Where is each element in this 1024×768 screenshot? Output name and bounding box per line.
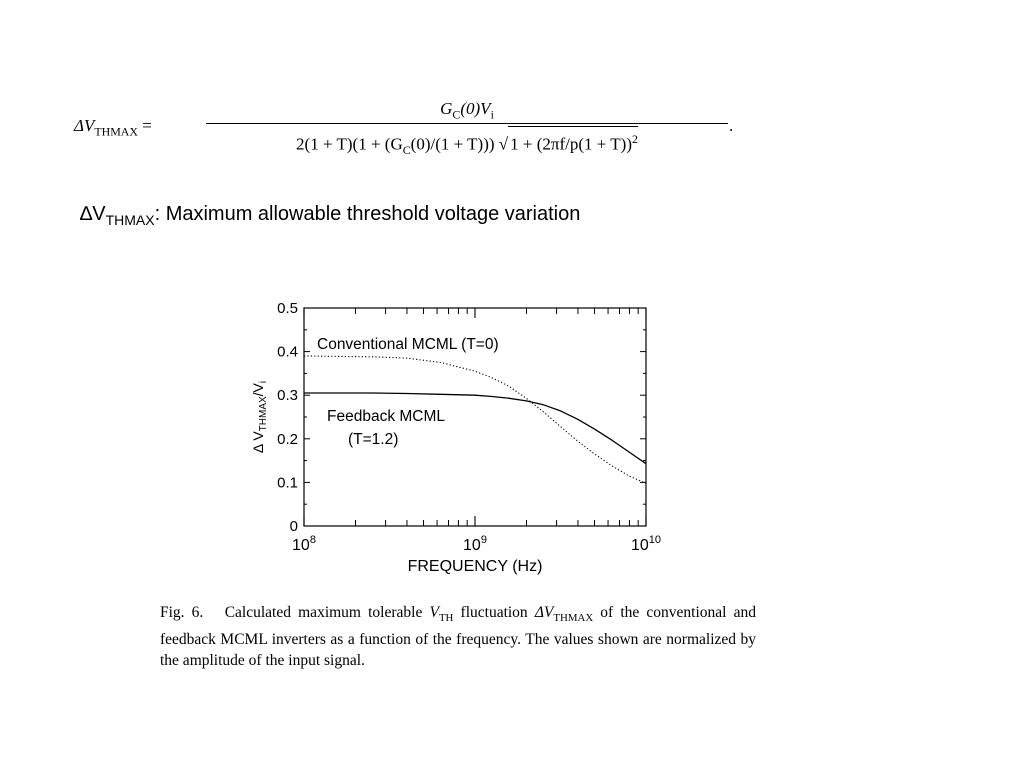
delta-vthmax-equation xyxy=(74,96,754,156)
figure-caption: Fig. 6. Calculated maximum tolerable $V_{TH}$ fluctuation $\Delta V_{THMAX}$ of the conventional and feedback MCML inverters as a function of the frequency. The values shown are normalized by the amplitude of the input signal. xyxy=(160,604,756,670)
equation-period: . xyxy=(729,116,734,135)
y-tick-label: 0.5 xyxy=(277,300,298,317)
equation-lhs: $\Delta V_{THMAX}$ = xyxy=(74,116,152,139)
sqrt-expression: √ $1 + (2\pi f/p(1 + T))^2$ xyxy=(499,126,638,157)
fraction-bar xyxy=(206,123,728,124)
frequency-chart xyxy=(230,290,690,590)
equation-fraction xyxy=(206,96,728,162)
series-line-feedback xyxy=(304,393,646,464)
y-tick-label: 0.3 xyxy=(277,387,298,405)
y-tick-label: 0.1 xyxy=(277,474,298,492)
x-tick-label: $10^8$ xyxy=(292,534,316,554)
y-axis-label: Δ $V_{THMAX}/V_i$ xyxy=(250,380,269,454)
definition-line: $\Delta V_{THMAX}$: Maximum allowable threshold voltage variation xyxy=(80,203,581,228)
x-axis-label: FREQUENCY (Hz) xyxy=(407,558,543,575)
equation-numerator: $G_C(0)V_i$ xyxy=(440,99,494,122)
x-tick-label: $10^9$ xyxy=(463,534,487,554)
annotation-feedback-line1: Feedback MCML xyxy=(327,408,446,425)
x-tick-label: $10^{10}$ xyxy=(630,534,662,554)
y-tick-label: 0.4 xyxy=(277,343,298,361)
annotation-conventional: Conventional MCML (T=0) xyxy=(317,336,499,353)
figure-label: Fig. 6. xyxy=(160,604,204,621)
annotation-feedback-line2: (T=1.2) xyxy=(348,431,399,448)
equation-denominator: $2(1 + T)(1 + (G_C(0)/(1 + T)))$ √ $1 + (2\pi f/p(1 + T))^2$ xyxy=(206,126,728,162)
y-tick-label: 0.2 xyxy=(277,430,298,448)
y-tick-label: 0 xyxy=(289,518,298,535)
